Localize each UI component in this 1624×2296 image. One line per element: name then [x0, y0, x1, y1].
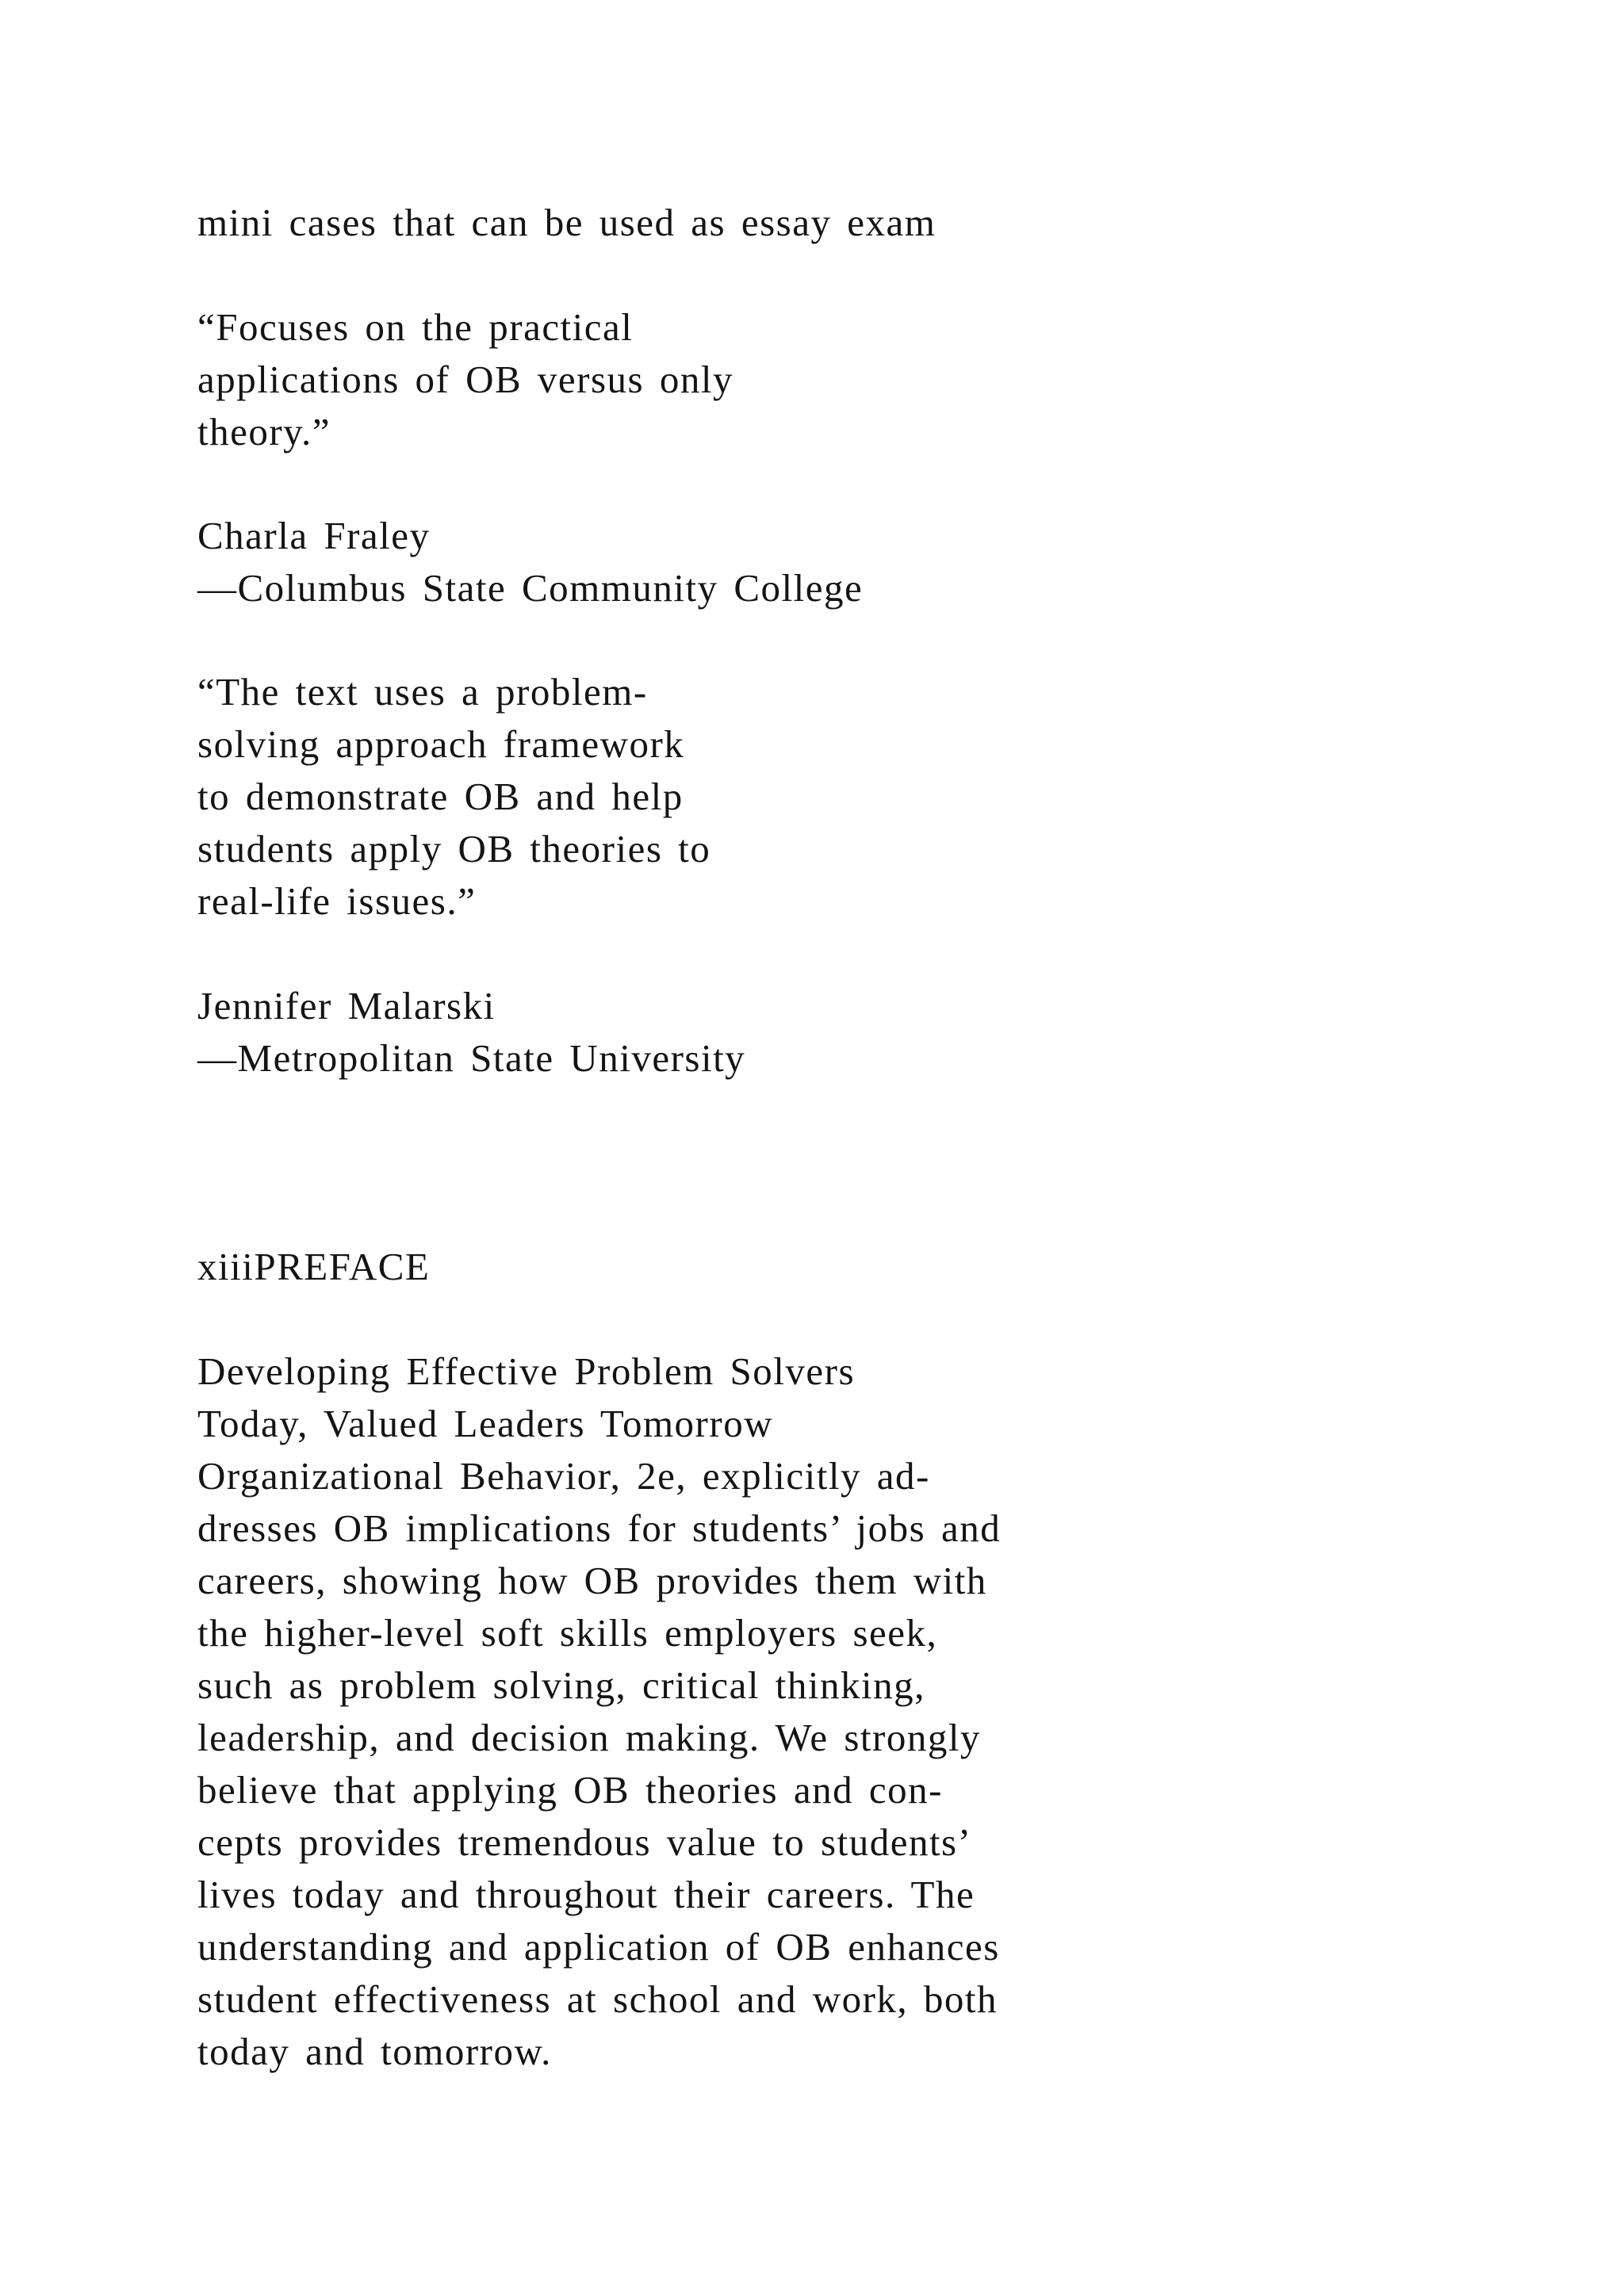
text-line: real-life issues.” — [197, 879, 477, 923]
text-line: theory.” — [197, 410, 331, 453]
testimonial-quote-2 — [197, 666, 710, 928]
attribution-name: Jennifer Malarski — [197, 984, 496, 1027]
text-line: Today, Valued Leaders Tomorrow — [197, 1402, 774, 1445]
testimonial-attribution-1 — [197, 510, 863, 614]
text-line: such as problem solving, critical thinking, — [197, 1663, 925, 1707]
text-line: cepts provides tremendous value to students’ — [197, 1820, 972, 1864]
text-line: careers, showing how OB provides them with — [197, 1559, 987, 1602]
text-line: understanding and application of OB enhances — [197, 1925, 1000, 1969]
attribution-name: Charla Fraley — [197, 514, 431, 557]
testimonial-quote-1 — [197, 301, 733, 458]
testimonial-attribution-2 — [197, 980, 745, 1085]
section-heading — [197, 1241, 430, 1293]
text-line: dresses OB implications for students’ jobs and — [197, 1506, 1002, 1550]
text-line: mini cases that can be used as essay exam — [197, 201, 936, 244]
text-line: lives today and throughout their careers. The — [197, 1873, 975, 1916]
text-line: leadership, and decision making. We strongly — [197, 1716, 981, 1759]
text-line: applications of OB versus only — [197, 358, 733, 401]
text-line: “The text uses a problem- — [197, 670, 648, 714]
text-line: Organizational Behavior, 2e, explicitly ad- — [197, 1454, 930, 1498]
text-line: the higher-level soft skills employers seek, — [197, 1611, 938, 1655]
attribution-affiliation: —Metropolitan State University — [197, 1036, 746, 1080]
text-line: believe that applying OB theories and con- — [197, 1768, 943, 1812]
text-line: “Focuses on the practical — [197, 305, 634, 349]
text-line: student effectiveness at school and work, both — [197, 1977, 998, 2021]
text-line: students apply OB theories to — [197, 827, 711, 871]
text-line: today and tomorrow. — [197, 2030, 552, 2073]
intro-text — [197, 197, 936, 249]
attribution-affiliation: —Columbus State Community College — [197, 566, 864, 610]
text-line: solving approach framework — [197, 722, 685, 766]
text-line: to demonstrate OB and help — [197, 775, 684, 818]
preface-body — [197, 1345, 1001, 2078]
section-heading-text: xiiiPREFACE — [197, 1245, 431, 1288]
text-line: Developing Effective Problem Solvers — [197, 1349, 856, 1393]
